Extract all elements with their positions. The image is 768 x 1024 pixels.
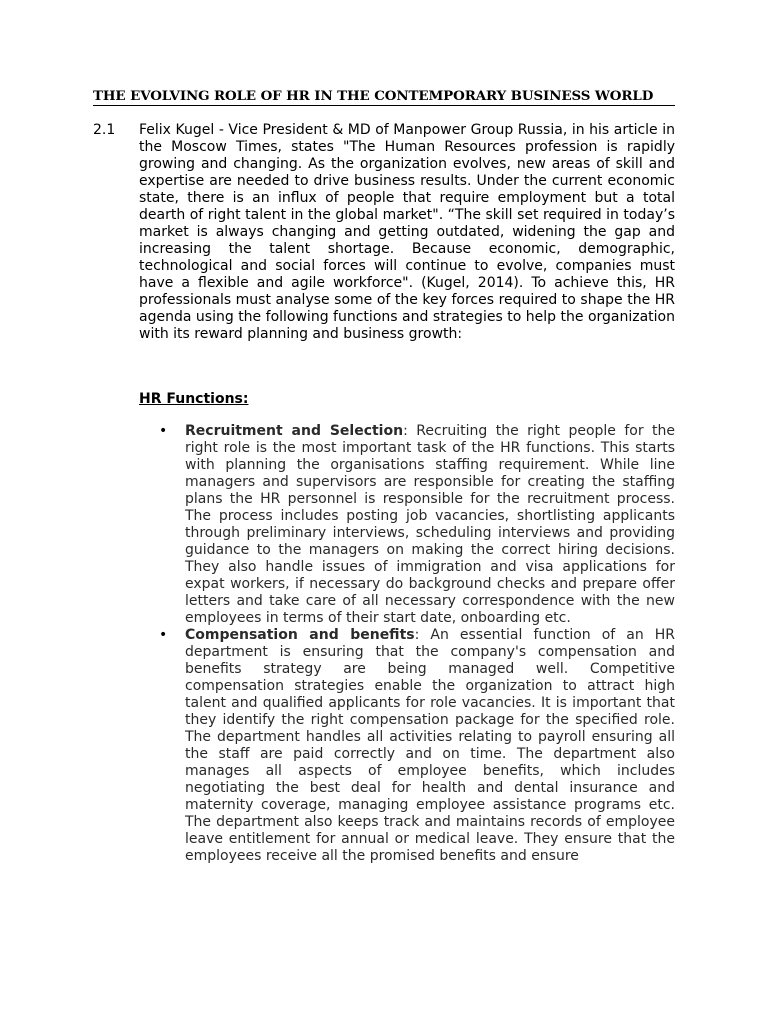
section-number: 2.1	[93, 122, 116, 138]
title-underline	[93, 105, 675, 106]
list-item-compensation	[139, 627, 675, 865]
document-title: THE EVOLVING ROLE OF HR IN THE CONTEMPORARY BUSINESS WORLD	[93, 88, 654, 104]
bullet-term: Compensation and benefits	[185, 627, 415, 643]
hr-functions-list	[139, 423, 675, 865]
bullet-term: Recruitment and Selection	[185, 423, 404, 439]
bullet-icon: •	[159, 423, 168, 439]
bullet-text: : Recruiting the right people for the right role is the most important task of the HR functions. This starts with planning the organisations staffing requirement. While line managers and supervisors are responsible for creating the staffing plans the HR personnel is responsible for the recruitment process. The process includes posting job vacancies, shortlisting applicants through preliminary interviews, scheduling interviews and providing guidance to the managers on making the correct hiring decisions. They also handle issues of immigration and visa applications for expat workers, if necessary do background checks and prepare offer letters and take care of all necessary correspondence with the new employees in terms of their start date, onboarding etc.	[185, 423, 675, 626]
section-2-1	[93, 122, 675, 343]
section-paragraph: Felix Kugel - Vice President & MD of Manpower Group Russia, in his article in the Moscow Times, states "The Human Resources profession is rapidly growing and changing. As the organization evolves, new areas of skill and expertise are needed to drive business results. Under the current economic state, there is an influx of people that require employment but a total dearth of right talent in the global market". “The skill set required in today’s market is always changing and getting outdated, widening the gap and increasing the talent shortage. Because economic, demographic, technological and social forces will continue to evolve, companies must have a flexible and agile workforce". (Kugel, 2014). To achieve this, HR professionals must analyse some of the key forces required to shape the HR agenda using the following functions and strategies to help the organization with its reward planning and business growth:	[139, 122, 675, 342]
bullet-text: : An essential function of an HR department is ensuring that the company's compensation and benefits strategy are being managed well. Competitive compensation strategies enable the organization to attract high talent and qualified applicants for role vacancies. It is important that they identify the right compensation package for the specified role. The department handles all activities relating to payroll ensuring all the staff are paid correctly and on time. The department also manages all aspects of employee benefits, which includes negotiating the best deal for health and dental insurance and maternity coverage, managing employee assistance programs etc. The department also keeps track and maintains records of employee leave entitlement for annual or medical leave. They ensure that the employees receive all the promised benefits and ensure	[185, 627, 675, 864]
bullet-icon: •	[159, 627, 168, 643]
hr-functions-heading: HR Functions:	[139, 391, 249, 407]
list-item-recruitment	[139, 423, 675, 627]
